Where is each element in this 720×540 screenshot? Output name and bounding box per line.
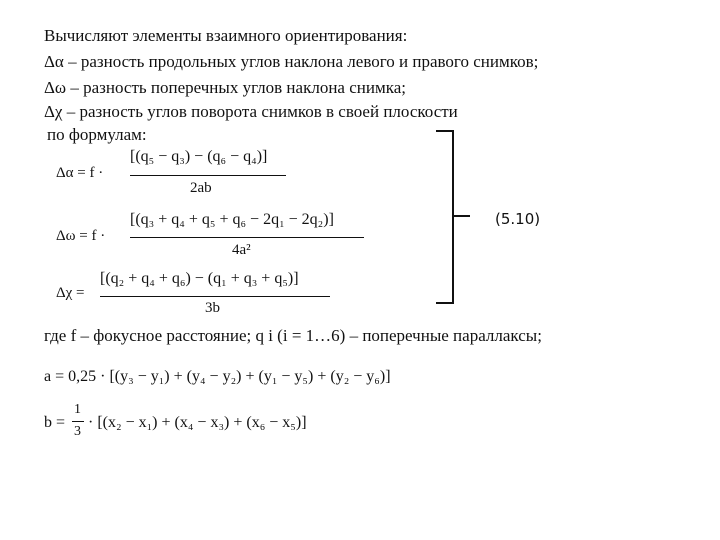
equation-b-numerator: 1 (74, 402, 81, 417)
equation-b-bar (72, 421, 84, 422)
formula-alpha-denominator: 2ab (190, 180, 212, 196)
intro-line-1: Вычисляют элементы взаимного ориентирования: (44, 26, 408, 45)
formula-chi-denominator: 3b (205, 300, 220, 316)
formula-alpha-lhs: Δα = f · (56, 165, 104, 181)
intro-line-3: Δω – разность поперечных углов наклона снимка; (44, 78, 406, 97)
brace-bottom (436, 302, 454, 304)
formula-omega-denominator: 4a² (232, 242, 251, 258)
brace-tick (454, 215, 470, 217)
equation-b-rest: · [(x₂ − x₁) + (x₄ − x₃) + (x₆ − x₅)] (88, 414, 307, 431)
equation-a: a = 0,25 · [(y₃ − y₁) + (y₄ − y₂) + (y₁ − y₅) + (y₂ − y₆)] (44, 368, 391, 385)
intro-line-2: Δα – разность продольных углов наклона левого и правого снимков; (44, 52, 539, 71)
formula-omega-lhs: Δω = f · (56, 228, 106, 244)
equation-b-lhs: b = (44, 414, 66, 431)
intro-line-5: по формулам: (47, 125, 147, 144)
equation-number: (5.10) (495, 210, 541, 228)
formula-chi-lhs: Δχ = (56, 285, 85, 301)
where-line: где f – фокусное расстояние; q i (i = 1…6) – поперечные параллаксы; (44, 326, 542, 345)
equation-b-denominator: 3 (74, 424, 81, 439)
intro-line-4: Δχ – разность углов поворота снимков в своей плоскости (44, 102, 458, 121)
formula-omega-numerator: [(q₃ + q₄ + q₅ + q₆ − 2q₁ − 2q₂)] (130, 211, 334, 228)
brace-vertical (452, 130, 454, 304)
formula-chi-bar (100, 296, 330, 297)
formula-omega-bar (130, 237, 364, 238)
formula-chi-numerator: [(q₂ + q₄ + q₆) − (q₁ + q₃ + q₅)] (100, 270, 299, 287)
formula-alpha-bar (130, 175, 286, 176)
formula-alpha-numerator: [(q₅ − q₃) − (q₆ − q₄)] (130, 148, 268, 165)
